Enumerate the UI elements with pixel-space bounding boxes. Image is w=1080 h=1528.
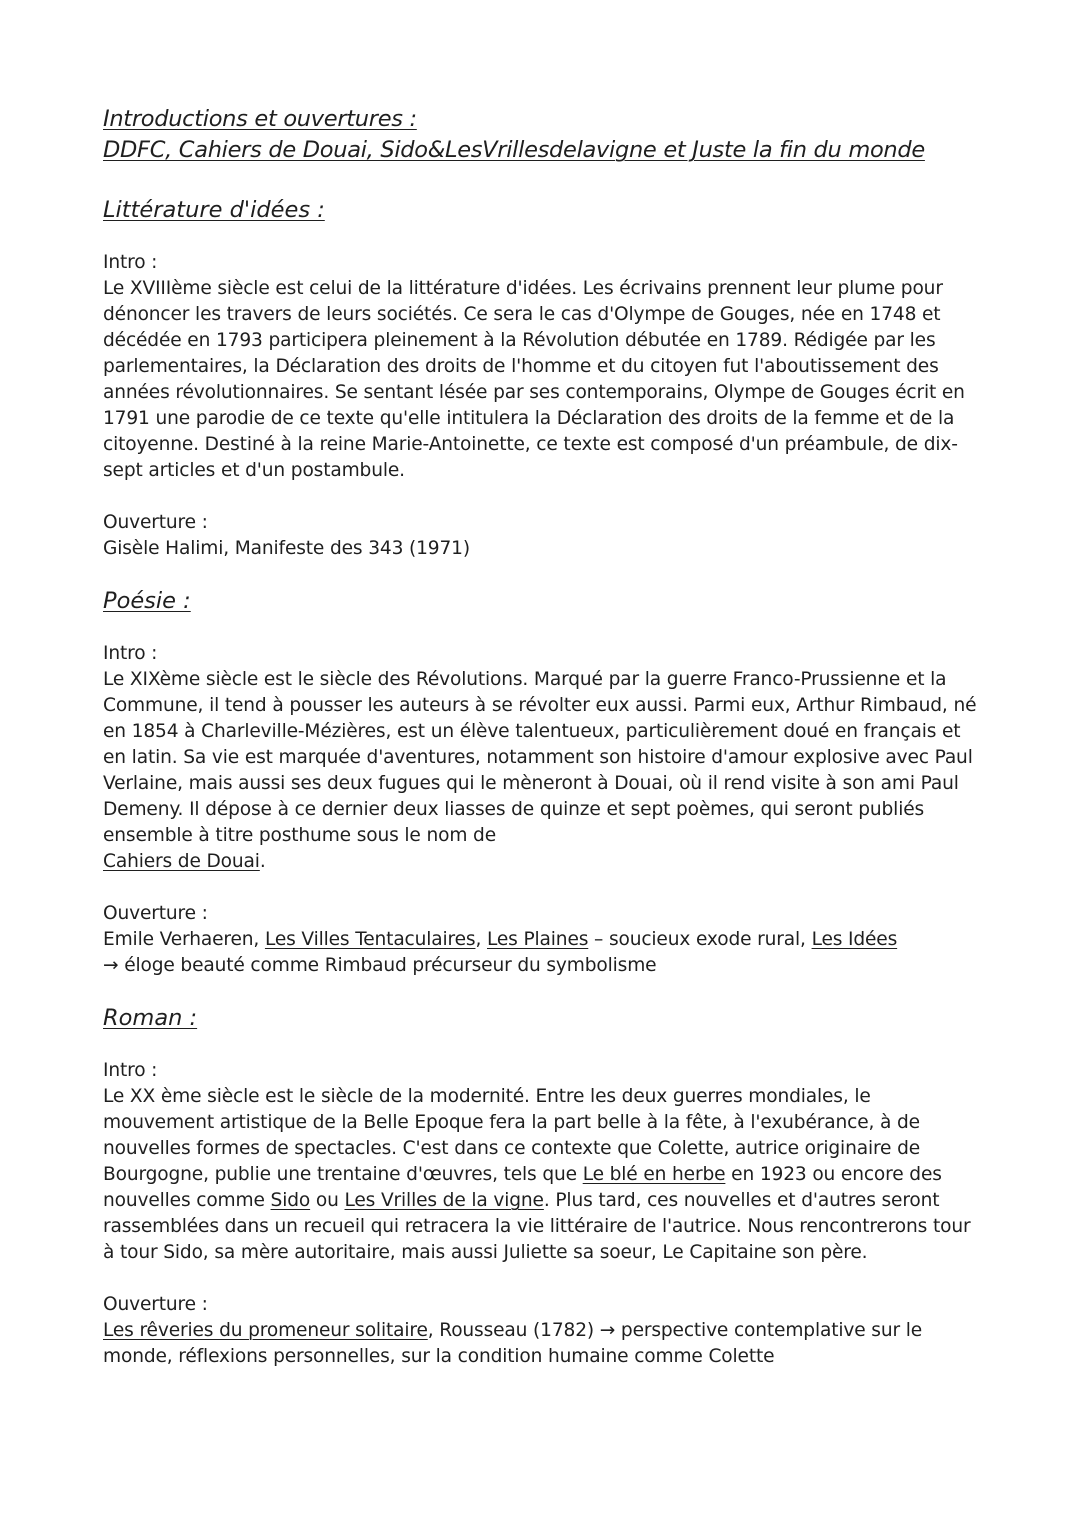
title-line-2: DDFC, Cahiers de Douai, Sido&LesVrillesdelavigne et Juste la fin du monde bbox=[103, 137, 925, 163]
work-title-cahiers-de-douai: Cahiers de Douai bbox=[103, 851, 260, 872]
work-title-sido: Sido bbox=[270, 1190, 311, 1211]
intro-label: Intro : bbox=[103, 1060, 158, 1081]
intro-part-4: . Plus tard, ces nouvelles et d'autres seront rassemblées dans un recueil qui retracera la vie littéraire de l'autrice. Nous rencontrerons tour à tour Sido, sa mère autoritaire, mais aussi Juliette sa soeur, Le Capitaine son père. bbox=[103, 1190, 971, 1263]
intro-label: Intro : bbox=[103, 252, 158, 273]
ouverture-paragraph: Gisèle Halimi, Manifeste des 343 (1971) bbox=[103, 538, 470, 559]
document-title bbox=[103, 104, 983, 166]
intro-part-3: ou bbox=[310, 1190, 345, 1211]
section-title-poesie: Poésie : bbox=[103, 588, 191, 614]
ouverture-paragraph bbox=[103, 1318, 983, 1370]
document-page bbox=[103, 104, 983, 1370]
ouverture-mid: – soucieux exode rural, bbox=[588, 929, 812, 950]
intro-part-1: Le XX ème siècle est le siècle de la modernité. Entre les deux guerres mondiales, le mouvement artistique de la Belle Epoque fera la part belle à la fête, à l'exubérance, à de nouvelles formes de spectacles. C'est dans ce contexte que Colette, autrice originaire de Bourgogne, publie une trentaine d'œuvres, tels que bbox=[103, 1086, 921, 1185]
work-title-villes-tentaculaires: Les Villes Tentaculaires bbox=[264, 929, 476, 950]
work-title-les-idees: Les Idées bbox=[811, 929, 898, 950]
work-title-les-plaines: Les Plaines bbox=[487, 929, 589, 950]
intro-paragraph bbox=[103, 667, 983, 875]
ouverture-label: Ouverture : bbox=[103, 1294, 208, 1315]
intro-text: Le XIXème siècle est le siècle des Révolutions. Marqué par la guerre Franco-Prussienne et la Commune, il tend à pousser les auteurs à se révolter eux aussi. Parmi eux, Arthur Rimbaud, né en 1854 à Charleville-Mézières, est un élève talentueux, particulièrement doué en français et en latin. Sa vie est marquée d'aventures, notamment son histoire d'amour explosive avec Paul Verlaine, mais aussi ses deux fugues qui le mèneront à Douai, où il rend visite à son ami Paul Demeny. Il dépose à ce dernier deux liasses de quinze et sept poèmes, qui seront publiés ensemble à titre posthume sous le nom de bbox=[103, 669, 977, 846]
section-title-idees: Littérature d'idées : bbox=[103, 197, 325, 223]
section-litterature-idees bbox=[103, 195, 983, 562]
work-title-reveries: Les rêveries du promeneur solitaire bbox=[103, 1320, 428, 1341]
work-title-le-ble-en-herbe: Le blé en herbe bbox=[582, 1164, 726, 1185]
intro-end: . bbox=[259, 851, 266, 872]
intro-label: Intro : bbox=[103, 643, 158, 664]
section-poesie bbox=[103, 586, 983, 979]
intro-paragraph: Le XVIIIème siècle est celui de la littérature d'idées. Les écrivains prennent leur plume pour dénoncer les travers de leurs sociétés. Ce sera le cas d'Olympe de Gouges, née en 1748 et décédée en 1793 participera pleinement à la Révolution débutée en 1789. Rédigée par les parlementaires, la Déclaration des droits de l'homme et du citoyen fut l'aboutissement des années révolutionnaires. Se sentant lésée par ses contemporains, Olympe de Gouges écrit en 1791 une parodie de ce texte qu'elle intitulera la Déclaration des droits de la femme et de la citoyenne. Destiné à la reine Marie-Antoinette, ce texte est composé d'un préambule, de dix-sept articles et d'un postambule. bbox=[103, 278, 965, 481]
title-line-1: Introductions et ouvertures : bbox=[103, 106, 417, 132]
section-title-roman: Roman : bbox=[103, 1005, 198, 1031]
ouverture-author: Emile Verhaeren, bbox=[103, 929, 265, 950]
ouverture-text: , Rousseau (1782) → perspective contemplative sur le monde, réflexions personnelles, sur la condition humaine comme Colette bbox=[103, 1320, 923, 1367]
ouverture-label: Ouverture : bbox=[103, 903, 208, 924]
ouverture-paragraph bbox=[103, 927, 983, 979]
intro-part-2: en 1923 ou encore des nouvelles comme bbox=[103, 1164, 942, 1211]
section-roman bbox=[103, 1003, 983, 1370]
ouverture-end: → éloge beauté comme Rimbaud précurseur du symbolisme bbox=[103, 955, 657, 976]
intro-paragraph bbox=[103, 1084, 983, 1266]
ouverture-sep: , bbox=[475, 929, 487, 950]
work-title-vrilles-de-la-vigne: Les Vrilles de la vigne bbox=[344, 1190, 544, 1211]
ouverture-label: Ouverture : bbox=[103, 512, 208, 533]
